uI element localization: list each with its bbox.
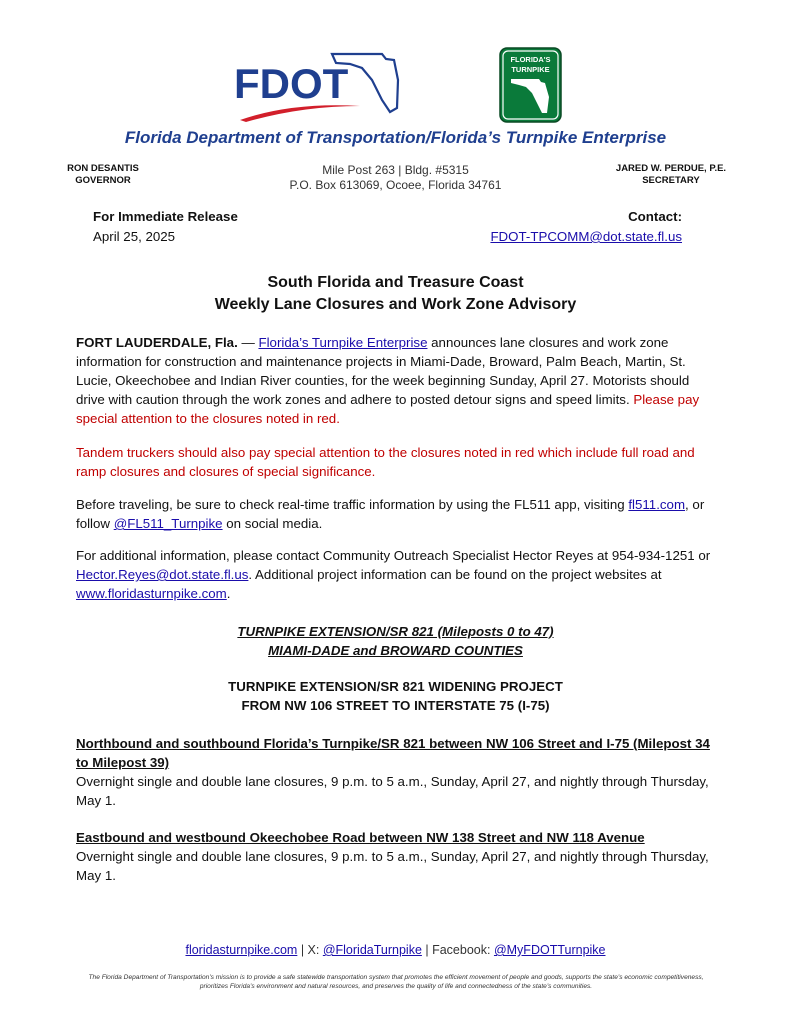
paragraph-traffic-info: Before traveling, be sure to check real-time traffic information by using the FL511 app, visiting fl511.com, or follow @FL511_Turnpike on social media. (76, 497, 705, 531)
section-heading (0, 622, 791, 660)
closure-item (76, 828, 716, 885)
paragraph-intro: FORT LAUDERDALE, Fla. — Florida’s Turnpike Enterprise announces lane closures and work zone information for construction and maintenance projects in Miami-Dade, Broward, Palm Beach, Martin, St. Lucie, Okeechobee and Indian River counties, for the week beginning Sunday, April 27. Motorists should drive with caution through the work zones and adhere to posted detour signs and speed limits. Please pay special attention to the closures noted in red. (76, 335, 700, 426)
mission-statement: The Florida Department of Transportation’s mission is to provide a safe statewide transportation system that promotes the efficient movement of people and goods, supports the state’s economic competitiveness, prioritizes Florida’s environment and natural resources, and preserves the quality of life and connectedness of the state’s communities. (88, 974, 704, 990)
fl511-link[interactable]: fl511.com (628, 497, 686, 512)
closure-detail: Overnight single and double lane closures, 9 p.m. to 5 a.m., Sunday, April 27, and nightly through Thursday, May 1. (76, 849, 709, 883)
section-heading-1: TURNPIKE EXTENSION/SR 821 (Mileposts 0 to 47) (237, 624, 554, 639)
red-notice: Please pay special attention to the closures noted in red. (76, 392, 700, 426)
svg-text:FLORIDA'S: FLORIDA'S (510, 55, 551, 64)
svg-text:TURNPIKE: TURNPIKE (511, 65, 550, 74)
headline-line-1: South Florida and Treasure Coast (267, 274, 524, 291)
headline (0, 272, 791, 316)
footer-facebook-link[interactable]: @MyFDOTTurnpike (493, 943, 606, 957)
paragraph-tandem-truckers: Tandem truckers should also pay special attention to the closures noted in red which include full road and ramp closures and closures of special significance. (76, 445, 695, 479)
hector-email-link[interactable]: Hector.Reyes@dot.state.fl.us (76, 567, 249, 582)
secretary-role: SECRETARY (642, 175, 700, 186)
agency-title: Florida Department of Transportation/Florida’s Turnpike Enterprise (124, 128, 667, 147)
fdot-wordmark: FDOT (234, 60, 349, 107)
governor-role: GOVERNOR (75, 175, 131, 186)
address-line-2: P.O. Box 613069, Ocoee, Florida 34761 (289, 178, 502, 192)
dateline: FORT LAUDERDALE, Fla. (76, 335, 238, 350)
paragraph-contact: For additional information, please contact Community Outreach Specialist Hector Reyes at 954-934-1251 or Hector.Reyes@dot.state.fl.us. Additional project information can be found on the project websites at www.floridasturnpike.com. (76, 548, 711, 601)
footer-website-link[interactable]: floridasturnpike.com (185, 943, 298, 957)
closure-item (76, 734, 716, 810)
turnpike-enterprise-link[interactable]: Florida’s Turnpike Enterprise (258, 335, 428, 350)
governor-block (48, 163, 158, 187)
headline-line-2: Weekly Lane Closures and Work Zone Advisory (214, 296, 577, 313)
fdot-logo (232, 50, 402, 122)
address-line-1: Mile Post 263 | Bldg. #5315 (322, 163, 469, 177)
release-label: For Immediate Release (93, 209, 238, 224)
project-heading (0, 677, 791, 715)
footer-links: floridasturnpike.com | X: @FloridaTurnpike | Facebook: @MyFDOTTurnpike (185, 943, 606, 957)
fl511-turnpike-link[interactable]: @FL511_Turnpike (113, 516, 223, 531)
project-heading-2: FROM NW 106 STREET TO INTERSTATE 75 (I-75) (241, 698, 550, 713)
address-block (240, 163, 551, 193)
closure-title: Northbound and southbound Florida’s Turnpike/SR 821 between NW 106 Street and I-75 (Milepost 34 to Milepost 39) (76, 736, 710, 770)
secretary-block (596, 163, 746, 187)
turnpike-logo (499, 47, 562, 123)
contact-email-link[interactable]: FDOT-TPCOMM@dot.state.fl.us (490, 229, 682, 244)
contact-label: Contact: (628, 209, 682, 224)
floridasturnpike-website-link[interactable]: www.floridasturnpike.com (76, 586, 227, 601)
project-heading-1: TURNPIKE EXTENSION/SR 821 WIDENING PROJECT (228, 679, 563, 694)
governor-name: RON DESANTIS (67, 163, 139, 174)
secretary-name: JARED W. PERDUE, P.E. (615, 163, 727, 174)
footer-x-link[interactable]: @FloridaTurnpike (322, 943, 422, 957)
section-heading-2: MIAMI-DADE and BROWARD COUNTIES (268, 643, 523, 658)
release-date: April 25, 2025 (93, 229, 176, 244)
closure-detail: Overnight single and double lane closures, 9 p.m. to 5 a.m., Sunday, April 27, and nightly through Thursday, May 1. (76, 774, 709, 808)
closure-title: Eastbound and westbound Okeechobee Road between NW 138 Street and NW 118 Avenue (76, 830, 645, 845)
